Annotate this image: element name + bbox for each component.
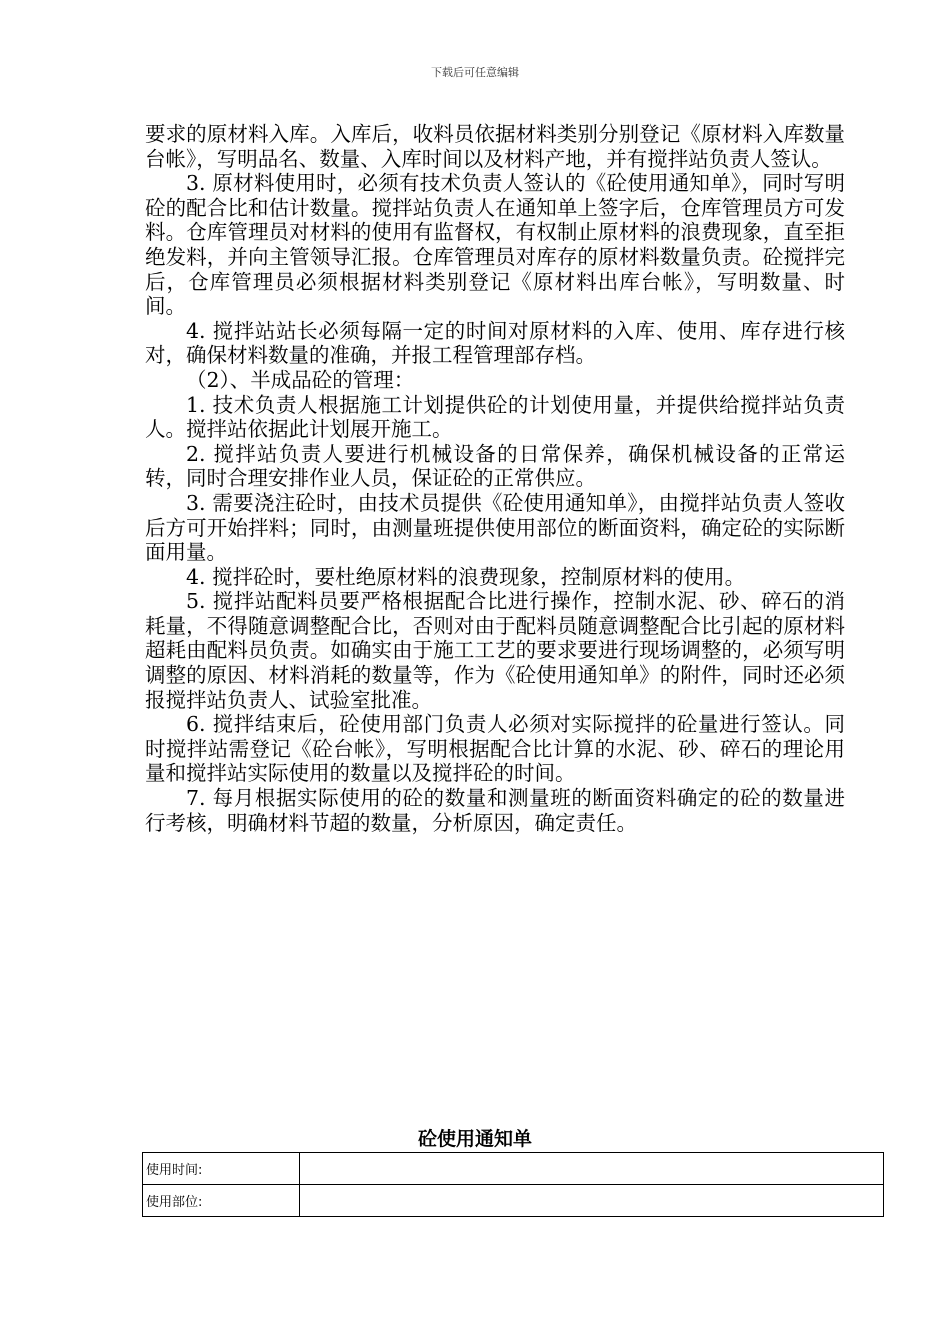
paragraph: 4. 搅拌砼时，要杜绝原材料的浪费现象，控制原材料的使用。 — [186, 564, 746, 589]
document-body — [145, 122, 845, 835]
paragraph: 5. 搅拌站配料员要严格根据配合比进行操作，控制水泥、砂、碎石的消耗量，不得随意调整配合比，否则对由于配料员随意调整配合比引起的原材料超耗由配料员负责。如确实由于施工工艺的要求要进行现场调整的，必须写明调整的原因、材料消耗的数量等，作为《砼使用通知单》的附件，同时还必须报搅拌站负责人、试验室批准。 — [145, 589, 845, 712]
paragraph: 3. 需要浇注砼时，由技术员提供《砼使用通知单》，由搅拌站负责人签收后方可开始拌料；同时，由测量班提供使用部位的断面资料，确定砼的实际断面用量。 — [145, 490, 845, 565]
table-row — [143, 1185, 884, 1217]
paragraph: 3. 原材料使用时，必须有技术负责人签认的《砼使用通知单》，同时写明砼的配合比和估计数量。搅拌站负责人在通知单上签字后，仓库管理员方可发料。仓库管理员对材料的使用有监督权，有权制止原材料的浪费现象，直至拒绝发料，并向主管领导汇报。仓库管理员对库存的原材料数量负责。砼搅拌完后，仓库管理员必须根据材料类别登记《原材料出库台帐》，写明数量、时间。 — [145, 171, 845, 319]
paragraph: 1. 技术负责人根据施工计划提供砼的计划使用量，并提供给搅拌站负责人。搅拌站依据此计划展开施工。 — [145, 392, 845, 442]
paragraph: 7. 每月根据实际使用的砼的数量和测量班的断面资料确定的砼的数量进行考核，明确材料节超的数量，分析原因，确定责任。 — [145, 786, 845, 835]
header-note: 下载后可任意编辑 — [431, 66, 519, 79]
notice-form-table — [142, 1152, 884, 1217]
usage-time-value — [300, 1153, 884, 1185]
section-heading: （2）、半成品砼的管理： — [186, 367, 415, 392]
paragraph: 2. 搅拌站负责人要进行机械设备的日常保养，确保机械设备的正常运转，同时合理安排作业人员，保证砼的正常供应。 — [145, 441, 845, 491]
form-title: 砼使用通知单 — [417, 1128, 532, 1150]
usage-time-label: 使用时间: — [143, 1153, 300, 1185]
usage-location-value — [300, 1185, 884, 1217]
paragraph: 要求的原材料入库。入库后，收料员依据材料类别分别登记《原材料入库数量台帐》，写明品名、数量、入库时间以及材料产地，并有搅拌站负责人签认。 — [145, 122, 845, 171]
paragraph: 4. 搅拌站站长必须每隔一定的时间对原材料的入库、使用、库存进行核对，确保材料数量的准确，并报工程管理部存档。 — [145, 318, 845, 368]
table-row — [143, 1153, 884, 1185]
paragraph: 6. 搅拌结束后，砼使用部门负责人必须对实际搅拌的砼量进行签认。同时搅拌站需登记《砼台帐》，写明根据配合比计算的水泥、砂、碎石的理论用量和搅拌站实际使用的数量以及搅拌砼的时间。 — [145, 712, 845, 786]
usage-location-label: 使用部位: — [143, 1185, 300, 1217]
